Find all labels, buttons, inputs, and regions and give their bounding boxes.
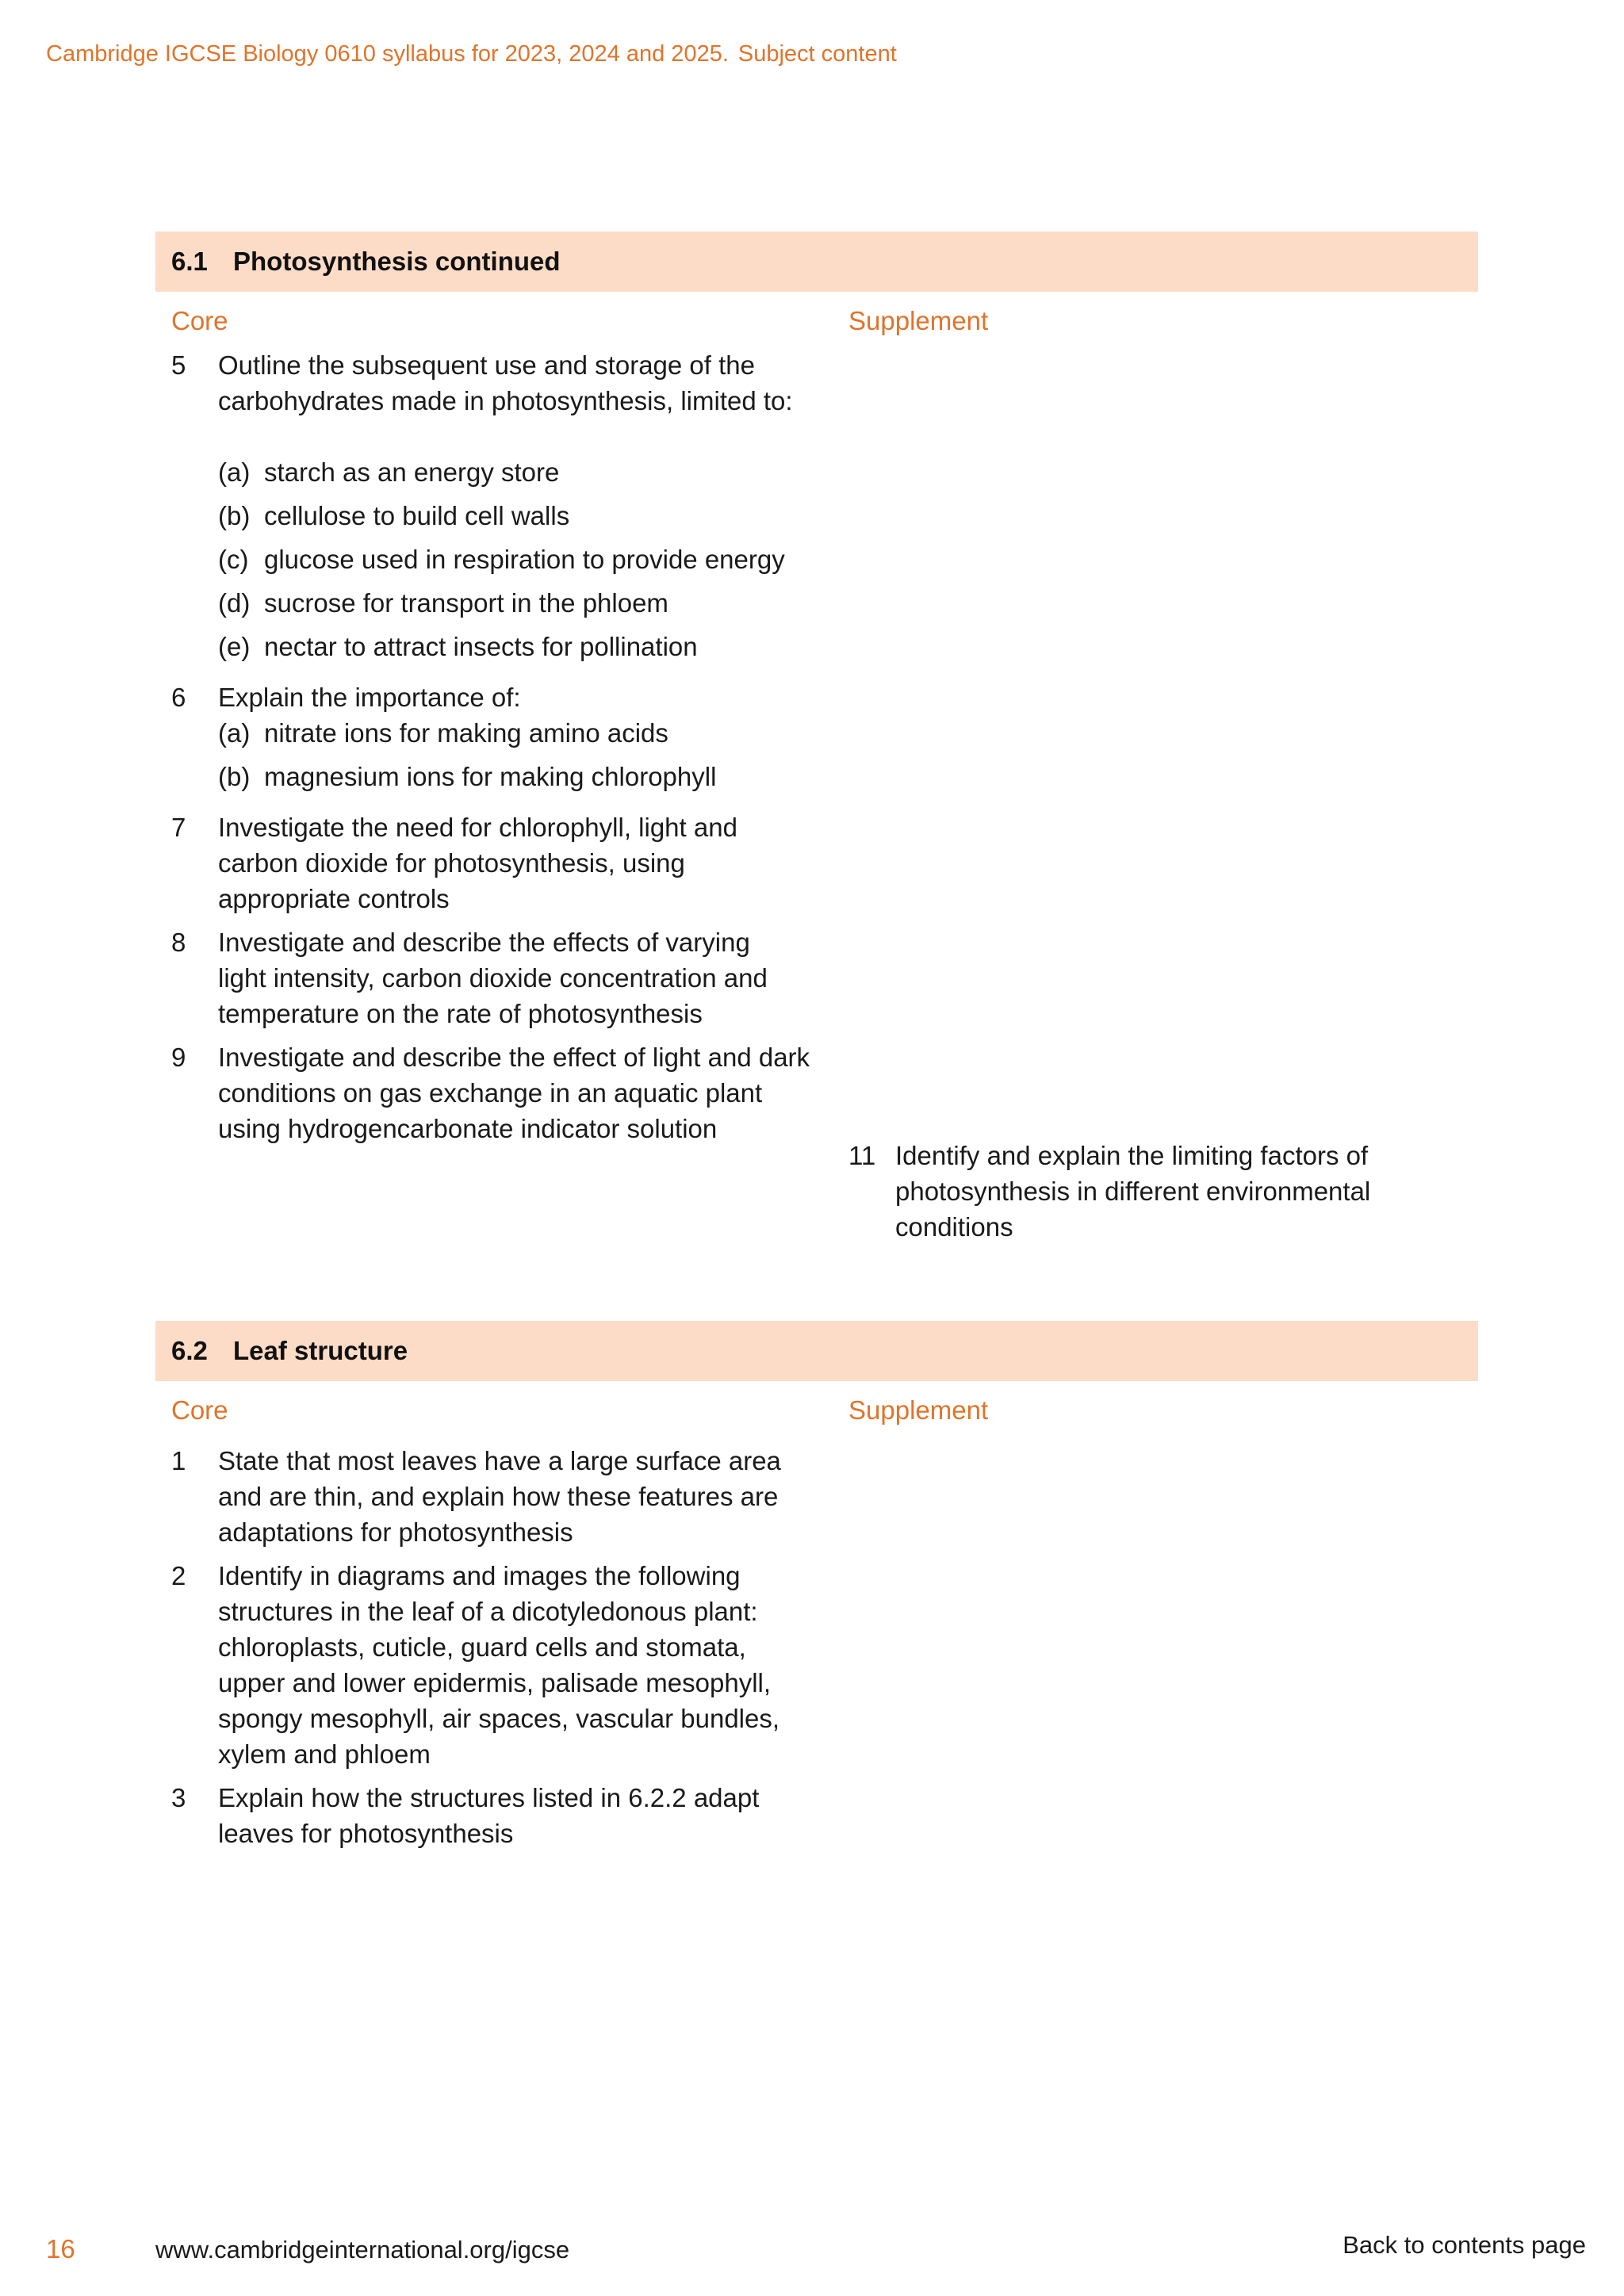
section-number: 6.1 [171, 247, 208, 276]
back-to-contents-link[interactable]: Back to contents page [1342, 2231, 1586, 2259]
item-number: 8 [171, 928, 186, 957]
page-number: 16 [46, 2234, 75, 2263]
section-number: 6.2 [171, 1336, 208, 1365]
sub-item-text: nectar to attract insects for pollination [264, 632, 698, 661]
section-6-1 [155, 232, 1478, 292]
document-title: Cambridge IGCSE Biology 0610 syllabus for 2023, 2024 and 2025. [46, 41, 729, 67]
item-text: Identify in diagrams and images the following structures in the leaf of a dicotyledonous plant: chloroplasts, cuticle, guard cells and stomata, upper and lower epidermis, palisade mesophyll, spongy mesophyll, air spaces, vascular bundles, xylem and phloem [218, 1561, 780, 1769]
section-title: Leaf structure [233, 1336, 408, 1365]
sub-item-text: nitrate ions for making amino acids [264, 718, 668, 748]
item-number: 11 [848, 1141, 876, 1170]
sub-item-label: (e) [218, 632, 251, 661]
item-number: 5 [171, 350, 186, 380]
section-6-2 [155, 1321, 1478, 1381]
item-number: 3 [171, 1783, 186, 1812]
section-heading [155, 1321, 1478, 1381]
sub-item-text: cellulose to build cell walls [264, 501, 570, 530]
sub-item-label: (c) [218, 545, 249, 574]
item-text: Explain the importance of: [218, 683, 521, 712]
supplement-column-heading: Supplement [848, 1395, 989, 1425]
sub-item-label: (a) [218, 457, 251, 487]
item-text: State that most leaves have a large surface area and are thin, and explain how these features are adaptations for photosynthesis [218, 1446, 781, 1547]
item-text: Outline the subsequent use and storage of the carbohydrates made in photosynthesis, limited to: [218, 350, 793, 415]
sub-item-text: glucose used in respiration to provide energy [264, 545, 785, 574]
sub-item-label: (b) [218, 762, 251, 791]
item-number: 2 [171, 1561, 186, 1590]
core-column-heading: Core [171, 1395, 228, 1425]
item-number: 1 [171, 1446, 186, 1475]
item-number: 7 [171, 813, 186, 842]
item-text: Investigate and describe the effect of light and dark conditions on gas exchange in an aquatic plant using hydrogencarbonate indicator solution [218, 1043, 810, 1143]
sub-item-label: (d) [218, 588, 251, 618]
section-heading [155, 232, 1478, 292]
sub-item-text: sucrose for transport in the phloem [264, 588, 668, 618]
document-section: Subject content [737, 41, 897, 67]
section-title: Photosynthesis continued [233, 247, 561, 276]
running-header [46, 41, 897, 67]
supplement-column-heading: Supplement [848, 306, 989, 335]
item-number: 9 [171, 1043, 186, 1072]
item-text: Investigate and describe the effects of varying light intensity, carbon dioxide concentration and temperature on the rate of photosynthesis [218, 928, 768, 1028]
sub-item-text: magnesium ions for making chlorophyll [264, 762, 717, 791]
core-column-heading: Core [171, 306, 228, 335]
sub-item-label: (b) [218, 501, 251, 530]
item-number: 6 [171, 683, 186, 712]
item-text: Identify and explain the limiting factors of photosynthesis in different environmental conditions [895, 1141, 1371, 1242]
item-text: Investigate the need for chlorophyll, light and carbon dioxide for photosynthesis, using appropriate controls [218, 813, 737, 913]
item-text: Explain how the structures listed in 6.2.2 adapt leaves for photosynthesis [218, 1783, 760, 1848]
sub-item-text: starch as an energy store [264, 457, 560, 487]
sub-item-label: (a) [218, 718, 251, 748]
website-link[interactable]: www.cambridgeinternational.org/igcse [155, 2236, 570, 2263]
